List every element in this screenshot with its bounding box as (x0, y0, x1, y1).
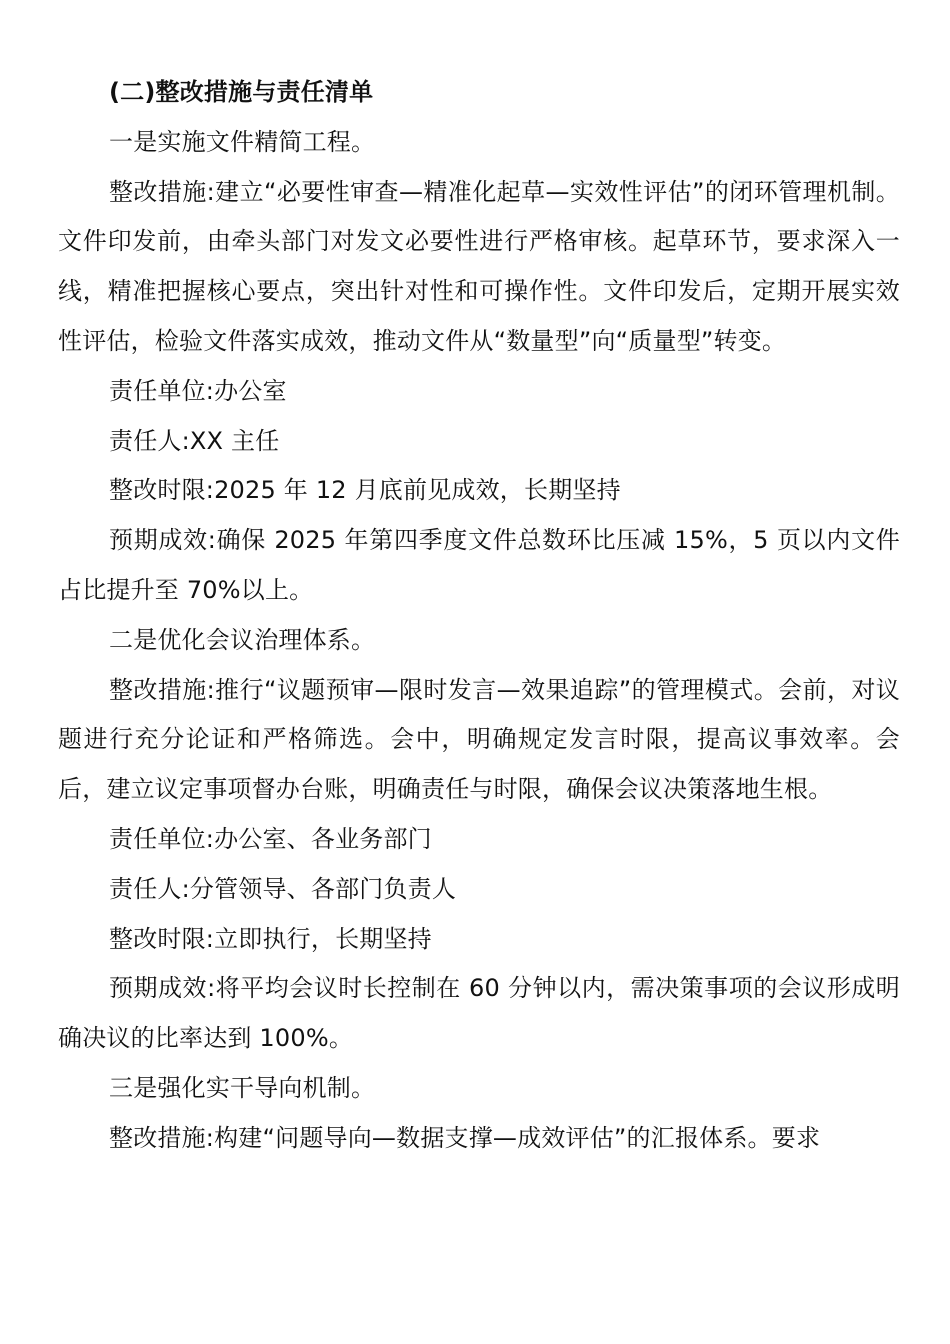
section-3-measures: 整改措施:构建“问题导向—数据支撑—成效评估”的汇报体系。要求 (109, 1123, 821, 1152)
section-2-title: 二是优化会议治理体系。 (109, 625, 376, 654)
section-1-unit: 责任单位:办公室 (109, 376, 287, 405)
section-2-measures: 整改措施:推行“议题预审—限时发言—效果追踪”的管理模式。会前，对议题进行充分论证和严格筛选。会中，明确规定发言时限，提高议事效率。会后，建立议定事项督办台账，明确责任与时限，确保会议决策落地生根。 (58, 675, 900, 804)
section-1-measures: 整改措施:建立“必要性审查—精准化起草—实效性评估”的闭环管理机制。文件印发前，由牵头部门对发文必要性进行严格审核。起草环节，要求深入一线，精准把握核心要点，突出针对性和可操作性。文件印发后，定期开展实效性评估，检验文件落实成效，推动文件从“数量型”向“质量型”转变。 (58, 177, 900, 355)
section-1-deadline: 整改时限:2025 年 12 月底前见成效，长期坚持 (109, 476, 621, 505)
section-2-person: 责任人:分管领导、各部门负责人 (109, 874, 457, 903)
document-page (58, 68, 900, 1164)
section-1-person: 责任人:XX 主任 (109, 426, 280, 455)
section-2-deadline: 整改时限:立即执行，长期坚持 (109, 924, 432, 953)
section-2-outcome: 预期成效:将平均会议时长控制在 60 分钟以内，需决策事项的会议形成明确决议的比率达到 100%。 (58, 974, 900, 1053)
section-2-unit: 责任单位:办公室、各业务部门 (109, 824, 432, 853)
section-heading: (二)整改措施与责任清单 (109, 78, 374, 106)
section-1-outcome: 预期成效:确保 2025 年第四季度文件总数环比压减 15%，5 页以内文件占比提升至 70%以上。 (58, 526, 900, 604)
section-1-title: 一是实施文件精简工程。 (109, 127, 376, 156)
section-3-title: 三是强化实干导向机制。 (109, 1073, 376, 1102)
